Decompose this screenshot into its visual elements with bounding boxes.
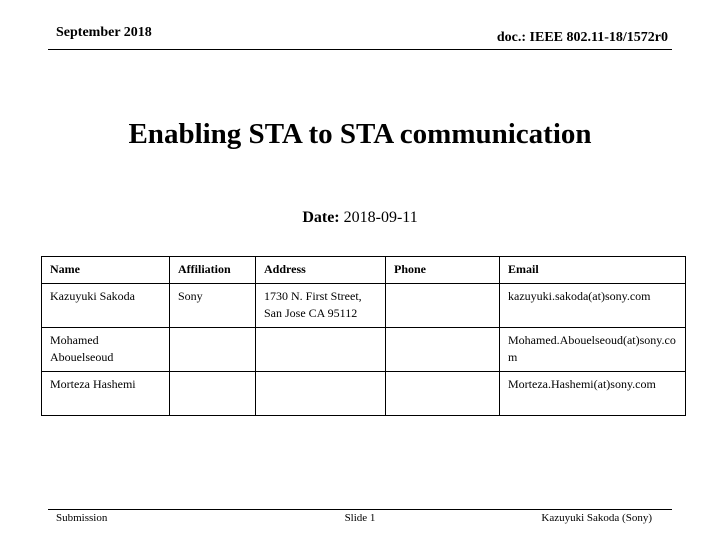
- header-affiliation: Affiliation: [170, 257, 256, 284]
- footer-submission: Submission: [56, 512, 108, 524]
- footer-slide-number: Slide 1: [344, 512, 376, 524]
- cell-name: Morteza Hashemi: [42, 372, 170, 416]
- date-label: Date:: [302, 209, 340, 226]
- header-address: Address: [256, 257, 386, 284]
- header-divider: [48, 49, 672, 50]
- cell-name: Kazuyuki Sakoda: [42, 284, 170, 328]
- cell-email: Mohamed.Abouelseoud(at)sony.com: [500, 328, 686, 372]
- table-row: [42, 328, 686, 372]
- cell-address: 1730 N. First Street, San Jose CA 95112: [256, 284, 386, 328]
- header-phone: Phone: [386, 257, 500, 284]
- table-row: [42, 372, 686, 416]
- cell-phone: [386, 372, 500, 416]
- footer-divider: [48, 509, 672, 510]
- date-line: [0, 209, 720, 227]
- cell-email: Morteza.Hashemi(at)sony.com: [500, 372, 686, 416]
- cell-email: kazuyuki.sakoda(at)sony.com: [500, 284, 686, 328]
- authors-table: [41, 256, 686, 416]
- cell-affiliation: Sony: [170, 284, 256, 328]
- cell-phone: [386, 284, 500, 328]
- date-value: 2018-09-11: [343, 209, 418, 226]
- cell-address: [256, 328, 386, 372]
- header-date: September 2018: [56, 25, 152, 40]
- header-doc-id: doc.: IEEE 802.11-18/1572r0: [496, 30, 668, 45]
- cell-name: Mohamed Abouelseoud: [42, 328, 170, 372]
- cell-affiliation: [170, 328, 256, 372]
- cell-affiliation: [170, 372, 256, 416]
- header-email: Email: [500, 257, 686, 284]
- slide-title: Enabling STA to STA communication: [128, 118, 592, 150]
- header-name: Name: [42, 257, 170, 284]
- cell-phone: [386, 328, 500, 372]
- table-header-row: [42, 257, 686, 284]
- cell-address: [256, 372, 386, 416]
- table-row: [42, 284, 686, 328]
- footer-author: Kazuyuki Sakoda (Sony): [541, 512, 652, 524]
